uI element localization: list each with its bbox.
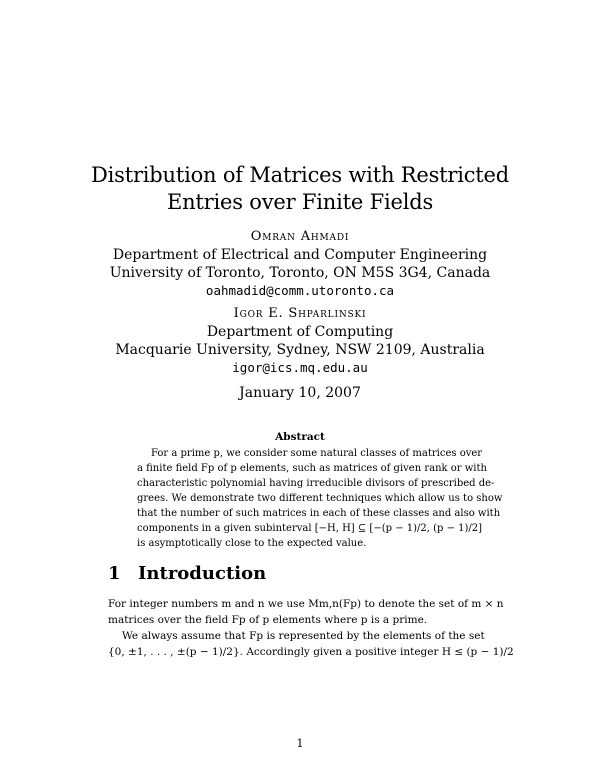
- author-1-department: Department of Electrical and Computer Engineering: [112, 247, 488, 263]
- abstract-heading: Abstract: [275, 431, 325, 443]
- intro-line: matrices over the field Fp of p elements where p is a prime.: [108, 614, 428, 626]
- abstract-line: that the number of such matrices in each of these classes and also with: [137, 508, 501, 519]
- paper-date: January 10, 2007: [239, 385, 361, 401]
- author-1-name: Omran Ahmadi: [250, 229, 350, 244]
- abstract-line: is asymptotically close to the expected value.: [137, 538, 367, 549]
- author-2-affiliation: [0, 323, 600, 377]
- intro-line: {0, ±1, . . . , ±(p − 1)/2}. Accordingly given a positive integer H ≤ (p − 1)/2: [108, 646, 514, 658]
- title-line-1: Distribution of Matrices with Restricted: [90, 163, 510, 187]
- author-1-affiliation: [0, 246, 600, 300]
- page-number: 1: [296, 737, 304, 750]
- abstract-body: [137, 446, 503, 551]
- author-2-name: Igor E. Shparlinski: [233, 306, 367, 321]
- author-2-department: Department of Computing: [206, 324, 394, 340]
- intro-line: We always assume that Fp is represented by the elements of the set: [122, 630, 485, 642]
- intro-line: For integer numbers m and n we use Mm,n(Fp) to denote the set of m × n: [108, 598, 504, 610]
- author-2-institution: Macquarie University, Sydney, NSW 2109, Australia: [115, 342, 485, 358]
- author-2-email[interactable]: igor@ics.mq.edu.au: [232, 360, 368, 375]
- abstract-line: components in a given subinterval [−H, H] ⊆ [−(p − 1)/2, (p − 1)/2]: [137, 523, 483, 534]
- title-line-2: Entries over Finite Fields: [166, 190, 434, 214]
- section-number: 1: [108, 563, 121, 584]
- introduction-body: [108, 596, 514, 660]
- author-1-email[interactable]: oahmadid@comm.utoronto.ca: [205, 283, 395, 298]
- section-heading: [108, 563, 266, 584]
- abstract-line: a finite field Fp of p elements, such as matrices of given rank or with: [137, 463, 487, 474]
- author-1-institution: University of Toronto, Toronto, ON M5S 3G4, Canada: [109, 265, 491, 281]
- abstract-line: For a prime p, we consider some natural classes of matrices over: [151, 448, 483, 459]
- abstract-line: grees. We demonstrate two different techniques which allow us to show: [137, 493, 503, 504]
- paper-title: [0, 162, 600, 216]
- section-title: Introduction: [138, 563, 267, 584]
- abstract-line: characteristic polynomial having irreducible divisors of prescribed de-: [137, 478, 495, 489]
